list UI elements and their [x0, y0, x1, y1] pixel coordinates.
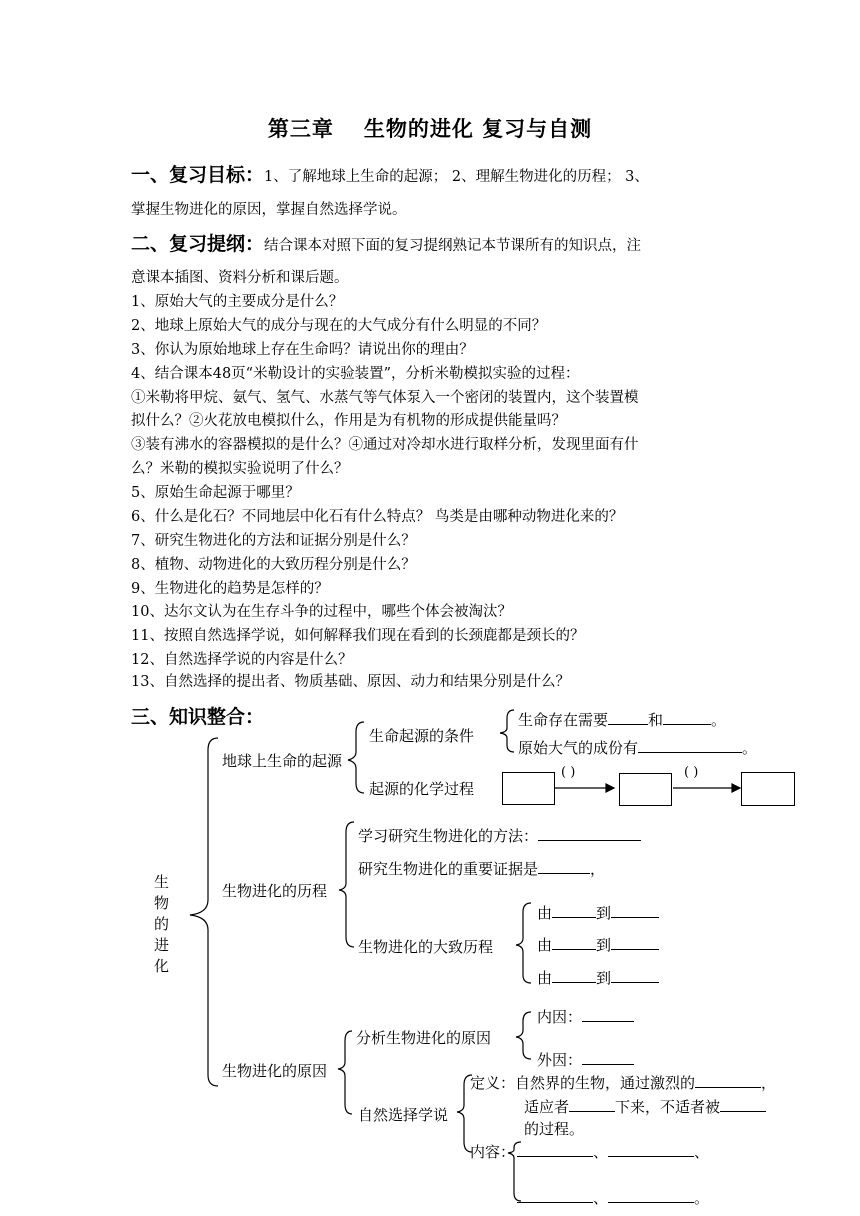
- history-course-label: 生物进化的大致历程: [358, 938, 494, 956]
- definition-text-a-end: ，: [761, 1074, 777, 1092]
- origin-process-label: 起源的化学过程: [369, 780, 475, 798]
- outline-item: 13、自然选择的提出者、物质基础、原因、动力和结果分别是什么？: [131, 674, 570, 690]
- blank-field[interactable]: [552, 902, 596, 918]
- title-subject: 生物的进化 复习与自测: [363, 117, 593, 141]
- section2-intro2: 意课本插图、资料分析和课后题。: [131, 270, 349, 286]
- history-evidence-row: [358, 858, 605, 879]
- process-box-3[interactable]: [741, 772, 795, 806]
- arrow-condition-2: ( ): [684, 765, 699, 780]
- outline-item: 拟什么？②火花放电模拟什么，作用是为有机物的形成提供能量吗？: [131, 413, 566, 429]
- blank-field[interactable]: [611, 967, 659, 983]
- section2-heading: 二、复习提纲：: [131, 233, 265, 255]
- to-text: 到: [596, 936, 612, 954]
- condition-1-end: 。: [711, 711, 727, 729]
- branch-causes-label: 生物进化的原因: [222, 1062, 328, 1080]
- section3-heading: 三、知识整合：: [131, 706, 265, 728]
- outline-item: 4、结合课本48页“米勒设计的实验装置”，分析米勒模拟实验的过程：: [131, 366, 580, 382]
- outline-item: 3、你认为原始地球上存在生命吗？请说出你的理由？: [131, 342, 474, 358]
- outline-item: 8、植物、动物进化的大致历程分别是什么？: [131, 557, 416, 573]
- course-row: [537, 934, 659, 955]
- process-box-2[interactable]: [619, 773, 672, 806]
- blank-field[interactable]: [569, 1096, 615, 1112]
- definition-row-1: [470, 1072, 776, 1093]
- blank-field[interactable]: [552, 934, 596, 950]
- content-sep: 、: [593, 1189, 609, 1207]
- blank-field[interactable]: [695, 1072, 761, 1088]
- history-method-row: [358, 825, 641, 846]
- section2-intro1: 结合课本对照下面的复习提纲熟记本节课所有的知识点，注: [264, 238, 642, 254]
- section1-heading: 一、复习目标：: [131, 164, 265, 186]
- condition-1-and: 和: [648, 711, 664, 729]
- blank-field[interactable]: [608, 709, 648, 725]
- blank-field[interactable]: [582, 1049, 634, 1065]
- internal-cause-text: 内因：: [537, 1008, 583, 1026]
- outline-item: 11、按照自然选择学说，如何解释我们现在看到的长颈鹿都是颈长的？: [131, 628, 585, 644]
- content-row-1: [470, 1141, 709, 1162]
- blank-field[interactable]: [663, 709, 711, 725]
- blank-field[interactable]: [638, 737, 742, 753]
- definition-text-b1: 适应者: [524, 1098, 570, 1116]
- process-box-1[interactable]: [502, 772, 555, 805]
- section1-line1: 1、了解地球上生命的起源； 2、理解生物进化的历程； 3、: [264, 169, 649, 185]
- to-text: 到: [596, 969, 612, 987]
- outline-item: 6、什么是化石？不同地层中化石有什么特点？ 鸟类是由哪种动物进化来的？: [131, 509, 624, 525]
- causes-analyze-label: 分析生物进化的原因: [356, 1029, 492, 1047]
- blank-field[interactable]: [608, 1141, 694, 1157]
- blank-field[interactable]: [517, 1187, 593, 1203]
- arrow-condition-1: ( ): [561, 765, 576, 780]
- from-text: 由: [537, 969, 553, 987]
- blank-field[interactable]: [720, 1096, 766, 1112]
- condition-2-end: 。: [742, 739, 758, 757]
- condition-2-text: 原始大气的成份有: [518, 739, 639, 757]
- outline-item: 9、生物进化的趋势是怎样的？: [131, 581, 329, 597]
- blank-field[interactable]: [582, 1006, 634, 1022]
- content-sep: 、: [694, 1143, 710, 1161]
- definition-text-b2: 下来，不适者被: [615, 1098, 721, 1116]
- blank-field[interactable]: [517, 1141, 593, 1157]
- content-sep: 、: [593, 1143, 609, 1161]
- from-text: 由: [537, 904, 553, 922]
- external-cause-text: 外因：: [537, 1051, 583, 1069]
- outline-item: 12、自然选择学说的内容是什么？: [131, 652, 353, 668]
- outline-item: 么？米勒的模拟实验说明了什么？: [131, 461, 349, 477]
- history-evidence-text: 研究生物进化的重要证据是: [358, 860, 539, 878]
- blank-field[interactable]: [552, 967, 596, 983]
- definition-text-a: 定义：自然界的生物，通过激烈的: [470, 1074, 696, 1092]
- content-end: 。: [694, 1189, 710, 1207]
- outline-item: 10、达尔文认为在生存斗争的过程中，哪些个体会被淘汰？: [131, 604, 512, 620]
- to-text: 到: [596, 904, 612, 922]
- branch-history-label: 生物进化的历程: [222, 882, 328, 900]
- history-evidence-end: ，: [590, 860, 606, 878]
- section1-line2: 掌握生物进化的原因，掌握自然选择学说。: [131, 202, 407, 218]
- tree-root-label: 生物的进化: [154, 873, 170, 975]
- definition-row-2: [524, 1096, 766, 1117]
- blank-field[interactable]: [538, 825, 641, 841]
- condition-row-1: [518, 709, 726, 730]
- origin-conditions-label: 生命起源的条件: [369, 727, 475, 745]
- blank-field[interactable]: [611, 934, 659, 950]
- outline-item: 1、原始大气的主要成分是什么？: [131, 294, 344, 310]
- course-row: [537, 967, 659, 988]
- internal-cause-row: [537, 1006, 634, 1027]
- outline-item: ③装有沸水的容器模拟的是什么？④通过对冷却水进行取样分析，发现里面有什: [131, 437, 639, 453]
- external-cause-row: [537, 1049, 634, 1070]
- content-row-2: [517, 1187, 709, 1208]
- title-chapter: 第三章: [267, 117, 334, 141]
- content-label: 内容：: [470, 1143, 516, 1161]
- definition-row-3: 的过程。: [524, 1120, 585, 1138]
- blank-field[interactable]: [611, 902, 659, 918]
- outline-item: ①米勒将甲烷、氨气、氢气、水蒸气等气体泵入一个密闭的装置内，这个装置模: [131, 390, 639, 406]
- outline-item: 2、地球上原始大气的成分与现在的大气成分有什么明显的不同？: [131, 318, 547, 334]
- blank-field[interactable]: [538, 858, 590, 874]
- branch-origin-label: 地球上生命的起源: [222, 752, 343, 770]
- condition-row-2: [518, 737, 757, 758]
- course-row: [537, 902, 659, 923]
- outline-item: 7、研究生物进化的方法和证据分别是什么？: [131, 533, 416, 549]
- history-method-text: 学习研究生物进化的方法：: [358, 827, 539, 845]
- from-text: 由: [537, 936, 553, 954]
- outline-item: 5、原始生命起源于哪里？: [131, 485, 300, 501]
- natural-selection-label: 自然选择学说: [358, 1106, 449, 1124]
- condition-1-text: 生命存在需要: [518, 711, 609, 729]
- blank-field[interactable]: [608, 1187, 694, 1203]
